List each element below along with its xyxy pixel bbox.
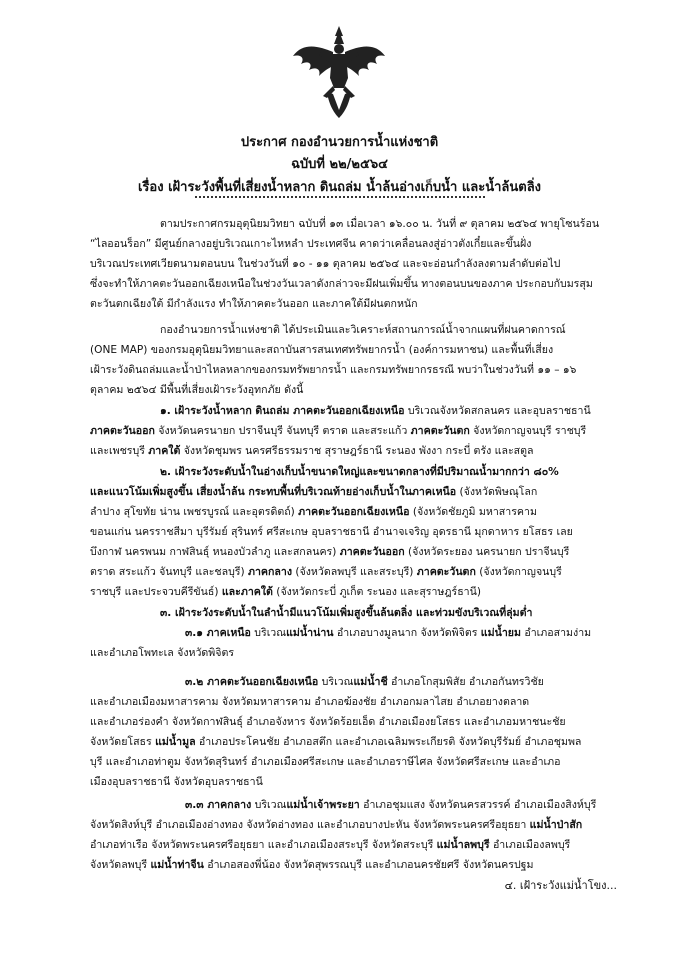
text-span: บึงกาฬ นครพนม กาฬสินธุ์ หนองบัวลำภู และสกลนคร) xyxy=(90,546,340,558)
paragraph-line: ตะวันตกเฉียงใต้ มีกำลังแรง ทำให้ภาคตะวันออก และภาคใต้มีฝนตกหนัก xyxy=(90,298,418,310)
text-span: อำเภอบางมูลนาก จังหวัดพิจิตร xyxy=(333,627,481,639)
river-name: แม่น้ำเจ้าพระยา xyxy=(286,799,360,811)
announcement-title: ประกาศ กองอำนวยการน้ำแห่งชาติ xyxy=(240,135,439,150)
item-3-river-overflow xyxy=(90,603,615,663)
paragraph-line xyxy=(90,855,615,875)
text-span: (จังหวัดพิษณุโลก xyxy=(456,486,538,498)
text-span: อำเภอประโคนชัย อำเภอสตึก และอำเภอเฉลิมพระเกียรติ จังหวัดบุรีรัมย์ อำเภอชุมพล xyxy=(195,736,582,748)
paragraph-line xyxy=(90,603,615,623)
text-span: จังหวัดสิงห์บุรี อำเภอเมืองอ่างทอง จังหวัดอ่างทอง และอำเภอบางปะหัน จังหวัดพระนครศรีอยุธยา xyxy=(90,819,530,831)
subitem-heading: ๓.๓ ภาคกลาง xyxy=(185,799,252,811)
paragraph-line: ตุลาคม ๒๕๖๔ มีพื้นที่เสี่ยงเฝ้าระวังอุทกภัย ดังนี้ xyxy=(90,384,304,396)
announcement-subject: เรื่อง เฝ้าระวังพื้นที่เสี่ยงน้ำหลาก ดินถล่ม น้ำล้นอ่างเก็บน้ำ และน้ำล้นตลิ่ง xyxy=(137,180,542,195)
paragraph-assessment xyxy=(90,320,615,400)
paragraph-line: เมืองอุบลราชธานี จังหวัดอุบลราชธานี xyxy=(90,776,263,788)
river-name: แม่น้ำลพบุรี xyxy=(436,839,490,851)
paragraph-line: “ไลออนร็อก” มีศูนย์กลางอยู่บริเวณเกาะไหหลำ ประเทศจีน คาดว่าเคลื่อนลงสู่อ่าวตังเกี๋ยและขึ้นฝั่ง xyxy=(90,238,532,250)
item-heading: ๒. เฝ้าระวังระดับน้ำในอ่างเก็บน้ำขนาดใหญ่และขนาดกลางที่มีปริมาณน้ำมากกว่า ๘๐% xyxy=(160,466,559,478)
subitem-heading: ๓.๑ ภาคเหนือ xyxy=(185,627,251,639)
text-span: บริเวณจังหวัดสกลนคร และอุบลราชธานี xyxy=(404,405,591,417)
text-span: (จังหวัดลพบุรี และสระบุรี) xyxy=(292,566,417,578)
text-span: (จังหวัดชัยภูมิ มหาสารคาม xyxy=(409,506,537,518)
region-label: ภาคตะวันออกเฉียงเหนือ xyxy=(298,506,410,518)
item-1-flash-flood-landslide xyxy=(90,401,615,461)
paragraph-line xyxy=(90,562,615,582)
item-heading: และแนวโน้มเพิ่มสูงขึ้น เสี่ยงน้ำล้น กระทบพื้นที่บริเวณท้ายอ่างเก็บน้ำในภาคเหนือ xyxy=(90,486,457,498)
region-label: ภาคตะวันตก xyxy=(410,425,470,437)
paragraph-line: กองอำนวยการน้ำแห่งชาติ ได้ประเมินและวิเคราะห์สถานการณ์น้ำจากแผนที่ฝนคาดการณ์ xyxy=(160,324,566,336)
dotted-divider xyxy=(195,196,485,198)
paragraph-line: (ONE MAP) ของกรมอุตุนิยมวิทยาและสถาบันสารสนเทศทรัพยากรน้ำ (องค์การมหาชน) และพื้นที่เสี่ยง xyxy=(90,344,554,356)
item-3-2-northeast xyxy=(90,672,615,792)
item-3-3-central xyxy=(90,795,615,875)
item-heading: ๑. เฝ้าระวังน้ำหลาก ดินถล่ม ภาคตะวันออกเฉียงเหนือ xyxy=(160,405,405,417)
paragraph-line xyxy=(90,462,615,482)
paragraph-line xyxy=(90,732,615,752)
text-span: อำเภอสามง่าม xyxy=(521,627,592,639)
river-name: แม่น้ำยม xyxy=(480,627,521,639)
paragraph-line xyxy=(90,582,615,602)
region-label: และภาคใต้ xyxy=(221,586,273,598)
paragraph-line: ขอนแก่น นครราชสีมา บุรีรัมย์ สุรินทร์ ศรีสะเกษ อุบลราชธานี อำนาจเจริญ อุดรธานี มุกดาหาร ยโสธร เลย xyxy=(90,526,573,538)
river-name: แม่น้ำมูล xyxy=(155,736,196,748)
river-name: แม่น้ำท่าจีน xyxy=(150,859,204,871)
text-span: อำเภอชุมแสง จังหวัดนครสวรรค์ อำเภอเมืองสิงห์บุรี xyxy=(359,799,597,811)
paragraph-line: และอำเภอเมืองมหาสารคาม จังหวัดมหาสารคาม อำเภอฆ้องชัย อำเภอกมลาไสย อำเภอยางตลาด xyxy=(90,696,530,708)
text-span: ราชบุรี และประจวบคีรีขันธ์) xyxy=(90,586,222,598)
region-label: ภาคกลาง xyxy=(248,566,293,578)
text-span: บริเวณ xyxy=(250,627,287,639)
page-continuation: ๔. เฝ้าระวังแม่น้ำโขง... xyxy=(504,879,617,892)
text-span: และเพชรบุรี xyxy=(90,445,149,457)
paragraph-line xyxy=(90,623,615,643)
text-span: จังหวัดนครนายก ปราจีนบุรี จันทบุรี ตราด และสระแก้ว xyxy=(154,425,411,437)
paragraph-background xyxy=(90,214,615,314)
text-span: ตราด สระแก้ว จันทบุรี และชลบุรี) xyxy=(90,566,248,578)
paragraph-line xyxy=(90,421,615,441)
river-name: แม่น้ำน่าน xyxy=(286,627,334,639)
text-span: อำเภอโกสุมพิสัย อำเภอกันทรวิชัย xyxy=(387,676,544,688)
text-span: บริเวณ xyxy=(318,676,354,688)
text-span: อำเภอสองพี่น้อง จังหวัดสุพรรณบุรี และอำเภอนครชัยศรี จังหวัดนครปฐม xyxy=(203,859,534,871)
text-span: จังหวัดลพบุรี xyxy=(90,859,151,871)
paragraph-line: และอำเภอร่องคำ จังหวัดกาฬสินธุ์ อำเภอจังหาร จังหวัดร้อยเอ็ด อำเภอเมืองยโสธร และอำเภอมหาชนะชัย xyxy=(90,716,566,728)
paragraph-line xyxy=(90,542,615,562)
paragraph-line: ซึ่งจะทำให้ภาคตะวันออกเฉียงเหนือในช่วงวันเวลาดังกล่าวจะมีฝนเพิ่มขึ้น ทางตอนบนของภาค ประกอบกับมรสุม xyxy=(90,278,593,290)
item-2-reservoir-overflow xyxy=(90,462,615,602)
text-span: บริเวณ xyxy=(251,799,287,811)
paragraph-line: เฝ้าระวังดินถล่มและน้ำป่าไหลหลากของกรมทรัพยากรน้ำ และกรมทรัพยากรธรณี พบว่าในช่วงวันที่ ๑๑ – ๑๖ xyxy=(90,364,577,376)
paragraph-line: และอำเภอโพทะเล จังหวัดพิจิตร xyxy=(90,647,235,659)
text-span: อำเภอท่าเรือ จังหวัดพระนครศรีอยุธยา และอำเภอเมืองสระบุรี จังหวัดสระบุรี xyxy=(90,839,437,851)
announcement-issue-number: ฉบับที่ ๒๒/๒๕๖๔ xyxy=(291,157,388,172)
river-name: แม่น้ำชี xyxy=(353,676,388,688)
paragraph-line xyxy=(90,401,615,421)
paragraph-line xyxy=(90,441,615,461)
text-span: ลำปาง สุโขทัย น่าน เพชรบูรณ์ และอุตรดิตถ์) xyxy=(90,506,299,518)
region-label: ภาคใต้ xyxy=(148,445,181,457)
text-span: จังหวัดยโสธร xyxy=(90,736,156,748)
region-label: ภาคตะวันออก xyxy=(90,425,155,437)
paragraph-line xyxy=(90,672,615,692)
paragraph-line: บริเวณประเทศเวียดนามตอนบน ในช่วงวันที่ ๑๐ - ๑๑ ตุลาคม ๒๕๖๔ และจะอ่อนกำลังลงตามลำดับต่อไป xyxy=(90,258,561,270)
text-span: อำเภอเมืองลพบุรี xyxy=(489,839,571,851)
item-heading: ๓. เฝ้าระวังระดับน้ำในลำน้ำมีแนวโน้มเพิ่มสูงขึ้นล้นตลิ่ง และท่วมขังบริเวณที่ลุ่มต่ำ xyxy=(160,607,533,619)
text-span: (จังหวัดกระบี่ ภูเก็ต ระนอง และสุราษฎร์ธานี) xyxy=(272,586,481,598)
river-name: แม่น้ำป่าสัก xyxy=(529,819,583,831)
region-label: ภาคตะวันออก xyxy=(339,546,405,558)
text-span: จังหวัดกาญจนบุรี ราชบุรี xyxy=(469,425,587,437)
text-span: (จังหวัดกาญจนบุรี xyxy=(475,566,562,578)
paragraph-line xyxy=(90,795,615,815)
text-span: (จังหวัดระยอง นครนายก ปราจีนบุรี xyxy=(404,546,570,558)
paragraph-line: บุรี และอำเภอท่าตูม จังหวัดสุรินทร์ อำเภอเมืองศรีสะเกษ และอำเภอราษีไศล จังหวัดศรีสะเกษ และอำเภอ xyxy=(90,756,561,768)
paragraph-line xyxy=(90,502,615,522)
subitem-heading: ๓.๒ ภาคตะวันออกเฉียงเหนือ xyxy=(185,676,319,688)
paragraph-line xyxy=(90,482,615,502)
paragraph-line xyxy=(90,815,615,835)
garuda-emblem-icon xyxy=(289,22,389,120)
region-label: ภาคตะวันตก xyxy=(416,566,476,578)
paragraph-line: ตามประกาศกรมอุตุนิยมวิทยา ฉบับที่ ๑๓ เมื่อเวลา ๑๖.๐๐ น. วันที่ ๙ ตุลาคม ๒๕๖๔ พายุโซนร้อน xyxy=(160,218,600,230)
text-span: จังหวัดชุมพร นครศรีธรรมราช สุราษฎร์ธานี ระนอง พังงา กระบี่ ตรัง และสตูล xyxy=(180,445,534,457)
paragraph-line xyxy=(90,835,615,855)
